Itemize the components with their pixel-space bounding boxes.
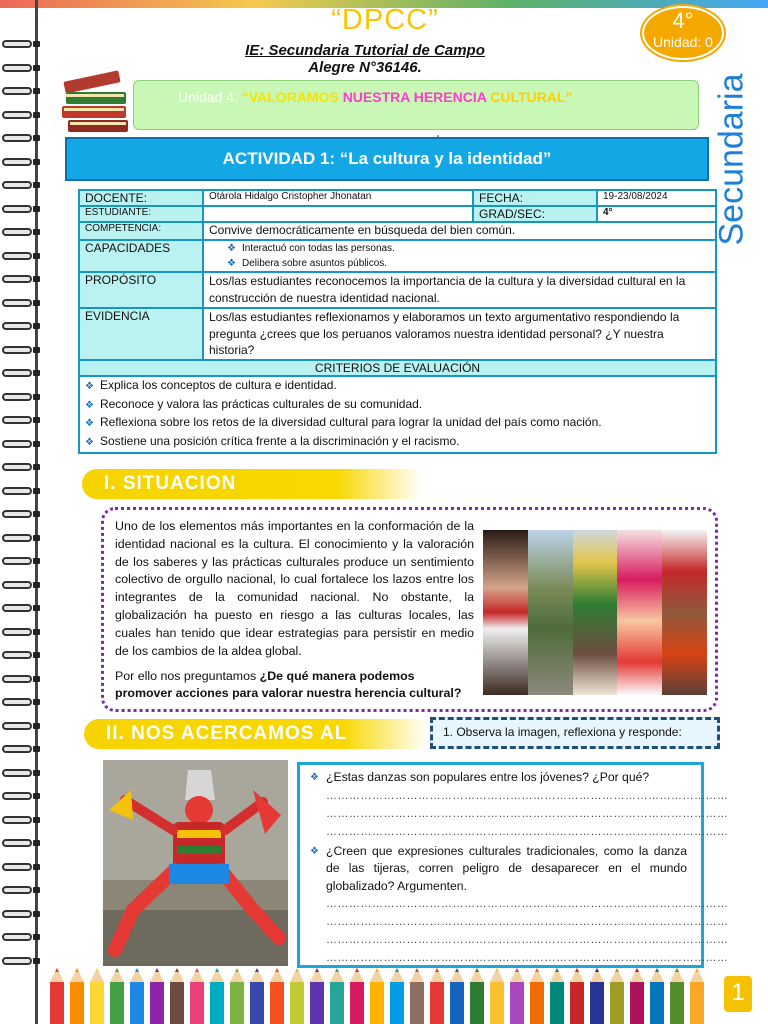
spiral-coil bbox=[2, 181, 38, 189]
coil-hole bbox=[33, 864, 40, 870]
culture-collage-image bbox=[483, 530, 707, 695]
coil-ring bbox=[2, 557, 32, 565]
unit-title-part4: CULTURAL” bbox=[490, 89, 573, 105]
coil-hole bbox=[33, 65, 40, 71]
spiral-coil bbox=[2, 910, 38, 918]
coil-hole bbox=[33, 112, 40, 118]
coil-hole bbox=[33, 323, 40, 329]
question-item: ❖ ¿Estas danzas son populares entre los jóvenes? ¿Por qué? bbox=[310, 769, 687, 787]
question-text: ¿De qué manera podemos promover acciones para valorar nuestra herencia cultural? bbox=[115, 669, 462, 700]
spiral-coil bbox=[2, 604, 38, 612]
spiral-coil bbox=[2, 205, 38, 213]
spiral-coil bbox=[2, 487, 38, 495]
spiral-coil bbox=[2, 64, 38, 72]
unit-title-part1: “VALORAMOS bbox=[241, 89, 339, 105]
coil-ring bbox=[2, 111, 32, 119]
pencil-icon bbox=[390, 968, 404, 1024]
spiral-coil bbox=[2, 416, 38, 424]
unit-title-part2: NUESTRA bbox=[342, 89, 410, 105]
spiral-coil bbox=[2, 628, 38, 636]
school-line-2: Alegre N°36146. bbox=[308, 59, 422, 76]
coil-hole bbox=[33, 770, 40, 776]
coil-hole bbox=[33, 746, 40, 752]
coil-ring bbox=[2, 698, 32, 706]
spiral-binding bbox=[0, 40, 44, 980]
coil-hole bbox=[33, 488, 40, 494]
coil-ring bbox=[2, 275, 32, 283]
coil-ring bbox=[2, 134, 32, 142]
pencil-icon bbox=[370, 968, 384, 1024]
coil-hole bbox=[33, 88, 40, 94]
coil-ring bbox=[2, 393, 32, 401]
proposito-label: PROPÓSITO bbox=[79, 272, 203, 308]
coil-ring bbox=[2, 628, 32, 636]
spiral-coil bbox=[2, 346, 38, 354]
colored-pencils-decoration bbox=[40, 968, 720, 1024]
coil-ring bbox=[2, 463, 32, 471]
spiral-coil bbox=[2, 816, 38, 824]
pencil-icon bbox=[690, 968, 704, 1024]
pencil-icon bbox=[490, 968, 504, 1024]
diamond-bullet-icon: ❖ bbox=[310, 772, 319, 783]
question-item: ❖ ¿Creen que expresiones culturales tradicionales, como la danza de las tijeras, corren peligro de desaparecer en el mundo globalizado? Argumenten. bbox=[310, 843, 687, 896]
answer-line[interactable]: …………………………………………………………………………………………… bbox=[326, 825, 729, 838]
situation-question bbox=[115, 668, 474, 702]
spiral-coil bbox=[2, 886, 38, 894]
coil-hole bbox=[33, 535, 40, 541]
painted-face-photo bbox=[483, 530, 528, 695]
diamond-bullet-icon: ❖ bbox=[85, 399, 94, 411]
spiral-coil bbox=[2, 111, 38, 119]
coil-ring bbox=[2, 910, 32, 918]
capacidades-label: CAPACIDADES bbox=[79, 240, 203, 272]
pencil-icon bbox=[230, 968, 244, 1024]
unit-title-part3: HERENCIA bbox=[413, 89, 487, 105]
criterio-item: ❖ Reconoce y valora las prácticas culturales de su comunidad. bbox=[85, 396, 423, 411]
coil-hole bbox=[33, 676, 40, 682]
coil-ring bbox=[2, 64, 32, 72]
grado-value: 4° bbox=[597, 206, 716, 222]
coil-ring bbox=[2, 604, 32, 612]
coil-ring bbox=[2, 487, 32, 495]
coil-ring bbox=[2, 534, 32, 542]
activity-title: ACTIVIDAD 1: “La cultura y la identidad” bbox=[65, 137, 709, 181]
answer-line[interactable]: …………………………………………………………………………………………… bbox=[326, 898, 729, 910]
estudiante-label: ESTUDIANTE: bbox=[79, 206, 203, 222]
coil-hole bbox=[33, 135, 40, 141]
answer-line[interactable]: …………………………………………………………………………………………… bbox=[326, 807, 729, 820]
coil-hole bbox=[33, 464, 40, 470]
coil-hole bbox=[33, 699, 40, 705]
pencil-icon bbox=[550, 968, 564, 1024]
pencil-icon bbox=[150, 968, 164, 1024]
spiral-coil bbox=[2, 463, 38, 471]
answer-line[interactable]: …………………………………………………………………………………………… bbox=[326, 934, 729, 946]
criterio-item: ❖ Explica los conceptos de cultura e identidad. bbox=[85, 378, 337, 392]
spiral-coil bbox=[2, 863, 38, 871]
coil-hole bbox=[33, 441, 40, 447]
school-line-1: IE: Secundaria Tutorial de Campo bbox=[245, 42, 485, 59]
pencil-icon bbox=[170, 968, 184, 1024]
coil-ring bbox=[2, 651, 32, 659]
criterios-header: CRITERIOS DE EVALUACIÓN bbox=[79, 360, 716, 376]
machu-picchu-photo bbox=[528, 530, 573, 695]
pencil-icon bbox=[70, 968, 84, 1024]
spiral-coil bbox=[2, 252, 38, 260]
pencil-icon bbox=[250, 968, 264, 1024]
coil-ring bbox=[2, 252, 32, 260]
spiral-coil bbox=[2, 651, 38, 659]
spiral-coil bbox=[2, 698, 38, 706]
coil-ring bbox=[2, 346, 32, 354]
spiral-coil bbox=[2, 158, 38, 166]
answer-line[interactable]: …………………………………………………………………………………………… bbox=[326, 789, 729, 802]
pencil-icon bbox=[450, 968, 464, 1024]
pencil-icon bbox=[590, 968, 604, 1024]
capacidad-item: ❖ Delibera sobre asuntos públicos. bbox=[227, 258, 388, 269]
coil-ring bbox=[2, 158, 32, 166]
coil-hole bbox=[33, 652, 40, 658]
coil-hole bbox=[33, 605, 40, 611]
evidencia-value: Los/las estudiantes reflexionamos y elaboramos un texto argumentativo respondiendo la pregunta ¿crees que los peruanos valoramos nuestra identidad personal? ¿Y nuestra historia? bbox=[203, 308, 716, 360]
traditional-dress-photo bbox=[573, 530, 618, 695]
pencil-icon bbox=[530, 968, 544, 1024]
observe-instruction: 1. Observa la imagen, reflexiona y responde: bbox=[430, 717, 720, 749]
section-1-heading: I. SITUACION bbox=[82, 469, 422, 499]
criterios-list bbox=[79, 376, 716, 453]
pencil-icon bbox=[610, 968, 624, 1024]
page-number: 1 bbox=[724, 976, 752, 1012]
coil-ring bbox=[2, 933, 32, 941]
pencil-icon bbox=[310, 968, 324, 1024]
coil-ring bbox=[2, 40, 32, 48]
answer-line[interactable]: …………………………………………………………………………………………… bbox=[326, 916, 729, 928]
section-2-heading: II. NOS ACERCAMOS AL bbox=[84, 719, 428, 749]
coil-hole bbox=[33, 629, 40, 635]
spiral-coil bbox=[2, 275, 38, 283]
spiral-coil bbox=[2, 510, 38, 518]
coil-hole bbox=[33, 582, 40, 588]
spiral-coil bbox=[2, 87, 38, 95]
spiral-coil bbox=[2, 722, 38, 730]
spiral-coil bbox=[2, 745, 38, 753]
coil-hole bbox=[33, 887, 40, 893]
diamond-bullet-icon: ❖ bbox=[227, 258, 236, 269]
coil-hole bbox=[33, 229, 40, 235]
andean-woman-photo bbox=[662, 530, 707, 695]
coil-hole bbox=[33, 300, 40, 306]
spiral-coil bbox=[2, 769, 38, 777]
pencil-icon bbox=[650, 968, 664, 1024]
coil-hole bbox=[33, 958, 40, 964]
diamond-bullet-icon: ❖ bbox=[85, 418, 94, 429]
answer-line[interactable]: …………………………………………………………………………………………… bbox=[326, 952, 729, 964]
pencil-icon bbox=[270, 968, 284, 1024]
books-icon bbox=[58, 70, 138, 140]
pencil-icon bbox=[50, 968, 64, 1024]
coil-hole bbox=[33, 817, 40, 823]
unit-badge-label: Unidad: 0 bbox=[653, 34, 713, 50]
criterio-item: ❖ Reflexiona sobre los retos de la diversidad cultural para lograr la unidad del país como nación. bbox=[85, 415, 602, 429]
spiral-coil bbox=[2, 369, 38, 377]
spiral-coil bbox=[2, 933, 38, 941]
coil-hole bbox=[33, 417, 40, 423]
flowers-photo bbox=[617, 530, 662, 695]
fecha-value: 19-23/08/2024 bbox=[597, 190, 716, 206]
spiral-coil bbox=[2, 322, 38, 330]
coil-ring bbox=[2, 745, 32, 753]
info-table bbox=[78, 189, 717, 454]
coil-ring bbox=[2, 769, 32, 777]
coil-hole bbox=[33, 793, 40, 799]
proposito-value: Los/las estudiantes reconocemos la importancia de la cultura y la diversidad cultural en la construcción de nuestra identidad nacional. bbox=[203, 272, 716, 308]
coil-ring bbox=[2, 886, 32, 894]
coil-hole bbox=[33, 159, 40, 165]
pencil-icon bbox=[570, 968, 584, 1024]
docente-label: DOCENTE: bbox=[79, 190, 203, 206]
coil-hole bbox=[33, 182, 40, 188]
coil-hole bbox=[33, 911, 40, 917]
docente-value: Otárola Hidalgo Cristopher Jhonatan bbox=[203, 190, 473, 206]
grade-label: 4° bbox=[672, 8, 694, 33]
grade-badge bbox=[642, 6, 724, 60]
spiral-coil bbox=[2, 581, 38, 589]
coil-ring bbox=[2, 87, 32, 95]
coil-hole bbox=[33, 934, 40, 940]
criterio-item: ❖ Sostiene una posición crítica frente a la discriminación y el racismo. bbox=[85, 433, 460, 448]
coil-ring bbox=[2, 722, 32, 730]
question-intro: Por ello nos preguntamos bbox=[115, 669, 257, 683]
spiral-coil bbox=[2, 675, 38, 683]
pencil-icon bbox=[630, 968, 644, 1024]
coil-ring bbox=[2, 839, 32, 847]
grado-label: GRAD/SEC: bbox=[473, 206, 597, 222]
unit-banner bbox=[133, 80, 699, 130]
spiral-coil bbox=[2, 134, 38, 142]
spiral-coil bbox=[2, 228, 38, 236]
spiral-coil bbox=[2, 299, 38, 307]
coil-ring bbox=[2, 416, 32, 424]
coil-ring bbox=[2, 510, 32, 518]
pencil-icon bbox=[470, 968, 484, 1024]
capacidad-item: ❖ Interactuó con todas las personas. bbox=[227, 243, 395, 254]
spiral-coil bbox=[2, 792, 38, 800]
diamond-bullet-icon: ❖ bbox=[310, 845, 319, 857]
coil-hole bbox=[33, 206, 40, 212]
coil-ring bbox=[2, 792, 32, 800]
coil-hole bbox=[33, 511, 40, 517]
diamond-bullet-icon: ❖ bbox=[85, 381, 94, 392]
competencia-value: Convive democráticamente en búsqueda del bien común. bbox=[203, 222, 716, 240]
coil-ring bbox=[2, 205, 32, 213]
spiral-coil bbox=[2, 957, 38, 965]
fecha-label: FECHA: bbox=[473, 190, 597, 206]
coil-hole bbox=[33, 370, 40, 376]
coil-ring bbox=[2, 299, 32, 307]
pencil-icon bbox=[210, 968, 224, 1024]
spiral-coil bbox=[2, 440, 38, 448]
pencil-icon bbox=[670, 968, 684, 1024]
coil-hole bbox=[33, 558, 40, 564]
unit-prefix: Unidad 4: bbox=[178, 89, 238, 105]
situation-paragraph: Uno de los elementos más importantes en la conformación de la identidad nacional es la cultura. El conocimiento y la valoración de los saberes y las prácticas culturales produce un sentimiento colectivo de orgullo nacional, lo cual fortalece los lazos entre los integrantes de la comunidad nacional. No obstante, la globalización ha puesto en riesgo a las culturas locales, las cuales han tenido que idear estrategias para persistir en medio de los cambios de la aldea global. bbox=[115, 519, 474, 658]
school-name bbox=[180, 42, 550, 76]
estudiante-value[interactable] bbox=[203, 206, 473, 222]
coil-ring bbox=[2, 581, 32, 589]
competencia-label: COMPETENCIA: bbox=[79, 222, 203, 240]
spiral-coil bbox=[2, 393, 38, 401]
coil-ring bbox=[2, 440, 32, 448]
coil-hole bbox=[33, 276, 40, 282]
coil-hole bbox=[33, 41, 40, 47]
coil-hole bbox=[33, 840, 40, 846]
coil-ring bbox=[2, 181, 32, 189]
pencil-icon bbox=[350, 968, 364, 1024]
level-vertical-text: Secundaria bbox=[712, 73, 751, 246]
coil-ring bbox=[2, 322, 32, 330]
pencil-icon bbox=[110, 968, 124, 1024]
pencil-icon bbox=[430, 968, 444, 1024]
spiral-coil bbox=[2, 40, 38, 48]
coil-hole bbox=[33, 347, 40, 353]
page-title: “DPCC” bbox=[331, 4, 439, 36]
coil-ring bbox=[2, 369, 32, 377]
spiral-coil bbox=[2, 557, 38, 565]
coil-ring bbox=[2, 863, 32, 871]
coil-ring bbox=[2, 228, 32, 236]
coil-ring bbox=[2, 675, 32, 683]
coil-ring bbox=[2, 816, 32, 824]
coil-ring bbox=[2, 957, 32, 965]
pencil-icon bbox=[190, 968, 204, 1024]
capacidades-list bbox=[203, 240, 716, 272]
questions-box bbox=[297, 762, 729, 968]
pencil-icon bbox=[130, 968, 144, 1024]
coil-hole bbox=[33, 394, 40, 400]
spiral-coil bbox=[2, 534, 38, 542]
diamond-bullet-icon: ❖ bbox=[85, 436, 94, 448]
coil-hole bbox=[33, 723, 40, 729]
pencil-icon bbox=[330, 968, 344, 1024]
spiral-coil bbox=[2, 839, 38, 847]
evidencia-label: EVIDENCIA bbox=[79, 308, 203, 360]
pencil-icon bbox=[290, 968, 304, 1024]
coil-hole bbox=[33, 253, 40, 259]
scissors-dancer-photo bbox=[103, 760, 288, 966]
pencil-icon bbox=[410, 968, 424, 1024]
pencil-icon bbox=[90, 968, 104, 1024]
pencil-icon bbox=[510, 968, 524, 1024]
diamond-bullet-icon: ❖ bbox=[227, 243, 236, 254]
